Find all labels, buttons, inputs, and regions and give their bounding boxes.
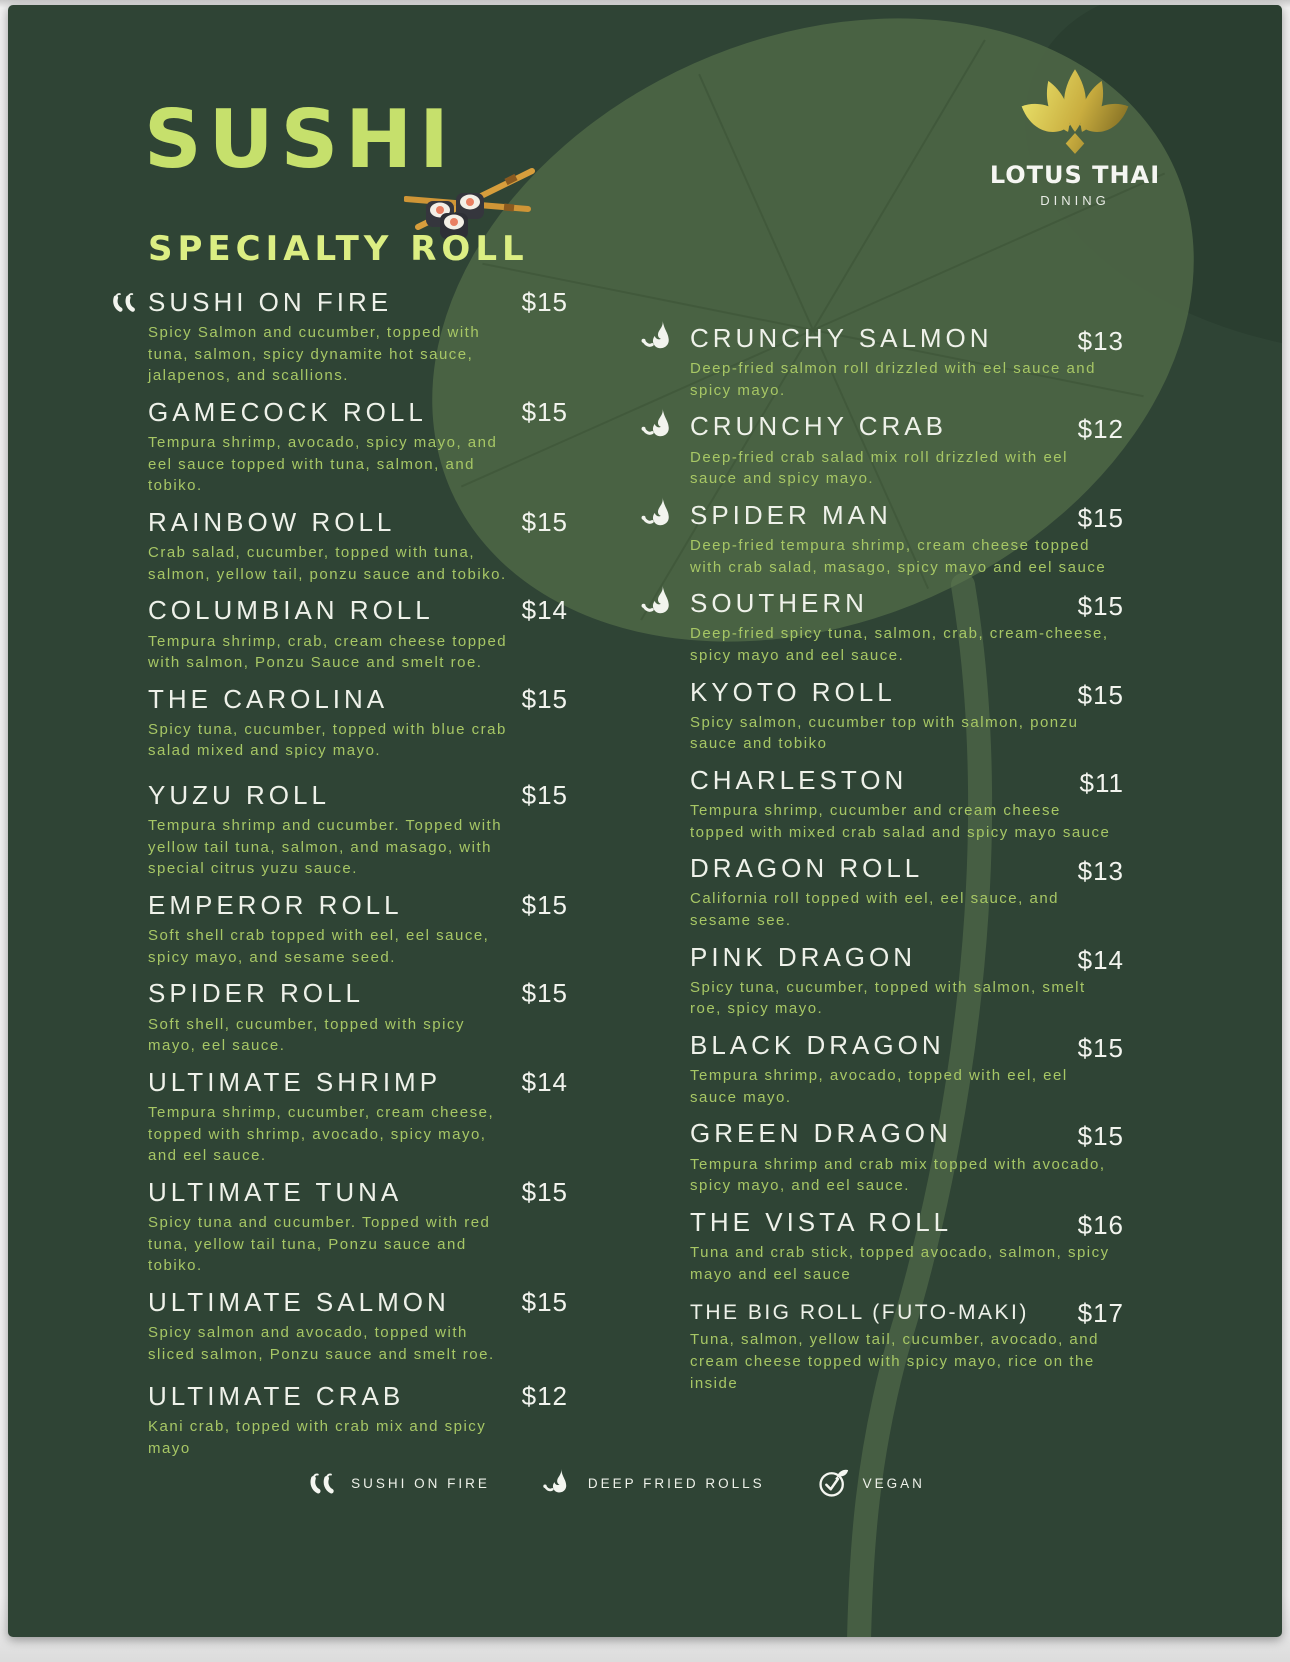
item-price: $16 [1077,1209,1124,1240]
item-description: Crab salad, cucumber, topped with tuna, salmon, yellow tail, ponzu sauce and tobiko. [148,544,507,583]
menu-item [690,500,1130,578]
item-price: $15 [1077,591,1124,622]
item-description: Tuna, salmon, yellow tail, cucumber, avocado, and cream cheese topped with spicy mayo, rice on the inside [690,1331,1099,1392]
menu-item [690,677,1130,755]
menu-item [148,684,568,762]
item-description: Spicy salmon and avocado, topped with sliced salmon, Ponzu sauce and smelt roe. [148,1323,495,1363]
item-name: THE BIG ROLL (FUTO-MAKI) [690,1301,1029,1325]
item-name: KYOTO ROLL [690,676,896,707]
item-name: SPIDER MAN [690,499,892,530]
legend-item-fried [542,1467,765,1499]
item-price: $13 [1077,856,1124,887]
item-price: $14 [521,1066,568,1097]
menu-item [690,942,1130,1020]
item-name: SUSHI ON FIRE [148,287,393,317]
item-name: ULTIMATE SHRIMP [148,1066,442,1097]
item-name: GREEN DRAGON [690,1118,952,1149]
menu-item [148,978,568,1056]
item-name: CHARLESTON [690,764,908,795]
menu-item [690,853,1130,931]
menu-item [690,588,1130,666]
item-price: $14 [1077,944,1124,975]
menu-item [148,890,568,968]
menu-item [690,1207,1130,1285]
item-description: Tempura shrimp, cucumber, cream cheese, topped with shrimp, avocado, spicy mayo, and eel sauce. [148,1103,495,1165]
item-price: $14 [521,595,568,626]
item-description: Deep-fried tempura shrimp, cream cheese topped with crab salad, masago, spicy mayo and eel sauce [690,536,1107,576]
menu-item [148,1381,568,1459]
item-price: $17 [1077,1298,1124,1329]
item-price: $15 [1077,1121,1124,1152]
menu-item [148,507,568,585]
brand-subtitle: DINING [1040,193,1110,208]
menu-item [148,1287,568,1365]
item-description: Tempura shrimp and crab mix topped with avocado, spicy mayo, and eel sauce. [690,1155,1106,1195]
item-price: $15 [521,1286,568,1317]
flame-icon [640,318,678,356]
section-title: SPECIALTY ROLL [148,229,529,269]
flame-icon [640,583,678,621]
item-price: $15 [521,780,568,811]
item-price: $15 [521,978,568,1009]
item-name: ULTIMATE CRAB [148,1381,405,1412]
item-description: Deep-fried crab salad mix roll drizzled with eel sauce and spicy mayo. [690,448,1068,488]
lotus-flower-icon [1017,63,1133,159]
item-name: ULTIMATE SALMON [148,1286,450,1317]
item-price: $15 [521,506,568,537]
legend-item-spicy [305,1467,490,1499]
sushi-rolls-chopsticks-icon [404,153,536,239]
flame-icon [640,406,678,444]
item-price: $15 [521,396,568,427]
menu-page [8,5,1282,1637]
item-description: Tempura shrimp, avocado, topped with eel, eel sauce mayo. [690,1067,1068,1106]
menu-item [690,323,1130,401]
menu-column-left [148,287,568,1469]
menu-item [148,397,568,497]
chili-peppers-icon [108,287,138,317]
item-description: Kani crab, topped with crab mix and spicy mayo [148,1418,487,1457]
item-name: GAMECOCK ROLL [148,396,427,427]
item-price: $15 [521,683,568,714]
item-price: $13 [1077,326,1124,356]
menu-item [148,1177,568,1277]
item-name: PINK DRAGON [690,941,917,972]
item-name: THE VISTA ROLL [690,1206,953,1237]
item-price: $15 [521,287,568,317]
page-title: SUSHI [144,93,456,186]
item-description: Soft shell, cucumber, topped with spicy mayo, eel sauce. [148,1015,465,1055]
menu-item [148,595,568,673]
item-name: EMPEROR ROLL [148,890,403,921]
item-description: Tempura shrimp, cucumber and cream cheese topped with mixed crab salad and spicy mayo sauce [690,802,1111,841]
menu-column-right [690,323,1130,1404]
item-price: $15 [1077,502,1124,533]
item-price: $11 [1079,767,1124,798]
brand-logo [970,63,1180,208]
item-name: ULTIMATE TUNA [148,1176,403,1207]
item-name: THE CAROLINA [148,683,389,714]
item-name: RAINBOW ROLL [148,506,396,537]
item-description: Deep-fried spicy tuna, salmon, crab, cream-cheese, spicy mayo and eel sauce. [690,625,1109,664]
chili-peppers-icon [305,1467,337,1499]
item-name: YUZU ROLL [148,780,330,811]
item-price: $15 [521,890,568,921]
item-description: Spicy tuna, cucumber, topped with blue crab salad mixed and spicy mayo. [148,720,507,760]
item-name: DRAGON ROLL [690,853,924,884]
item-description: Spicy tuna, cucumber, topped with salmon, smelt roe, spicy mayo. [690,978,1086,1018]
menu-item [148,1067,568,1167]
menu-item [690,411,1130,489]
legend-item-vegan [817,1467,925,1499]
menu-item [690,1030,1130,1108]
item-price: $12 [1077,414,1124,445]
legend-label: DEEP FRIED ROLLS [587,1475,765,1491]
item-description: Deep-fried salmon roll drizzled with eel sauce and spicy mayo. [690,360,1096,399]
legend-label: VEGAN [862,1475,925,1491]
item-price: $15 [521,1176,568,1207]
menu-item [690,1295,1130,1394]
item-name: SPIDER ROLL [148,978,364,1009]
item-name: CRUNCHY SALMON [690,323,993,353]
menu-item [690,765,1130,843]
item-price: $12 [521,1381,568,1412]
leaf-check-icon [817,1467,849,1499]
item-name: COLUMBIAN ROLL [148,595,434,626]
menu-item [148,780,568,880]
item-name: CRUNCHY CRAB [690,411,947,442]
item-name: BLACK DRAGON [690,1030,945,1060]
item-description: Tempura shrimp, crab, cream cheese topped with salmon, Ponzu Sauce and smelt roe. [148,632,508,672]
item-name: SOUTHERN [690,588,868,619]
item-price: $15 [1077,1033,1124,1063]
item-description: Spicy salmon, cucumber top with salmon, ponzu sauce and tobiko [690,713,1079,753]
flame-icon [542,1467,574,1499]
item-description: Spicy tuna and cucumber. Topped with red tuna, yellow tail tuna, Ponzu sauce and tobiko. [148,1213,491,1275]
flame-icon [640,495,678,533]
item-description: Soft shell crab topped with eel, eel sauce, spicy mayo, and sesame seed. [148,927,490,966]
legend [8,1467,1252,1499]
item-description: Spicy Salmon and cucumber, topped with tuna, salmon, spicy dynamite hot sauce, jalapenos, and scallions. [148,324,481,385]
menu-item [148,287,568,387]
menu-item [690,1118,1130,1196]
item-description: Tuna and crab stick, topped avocado, salmon, spicy mayo and eel sauce [690,1243,1110,1283]
legend-label: SUSHI ON FIRE [351,1475,490,1491]
item-price: $15 [1077,679,1124,710]
item-description: California roll topped with eel, eel sauce, and sesame see. [690,890,1060,930]
item-description: Tempura shrimp, avocado, spicy mayo, and eel sauce topped with tuna, salmon, and tobiko. [148,434,498,495]
brand-name: LOTUS THAI [989,161,1161,189]
item-description: Tempura shrimp and cucumber. Topped with yellow tail tuna, salmon, and masago, with special citrus yuzu sauce. [148,817,503,878]
